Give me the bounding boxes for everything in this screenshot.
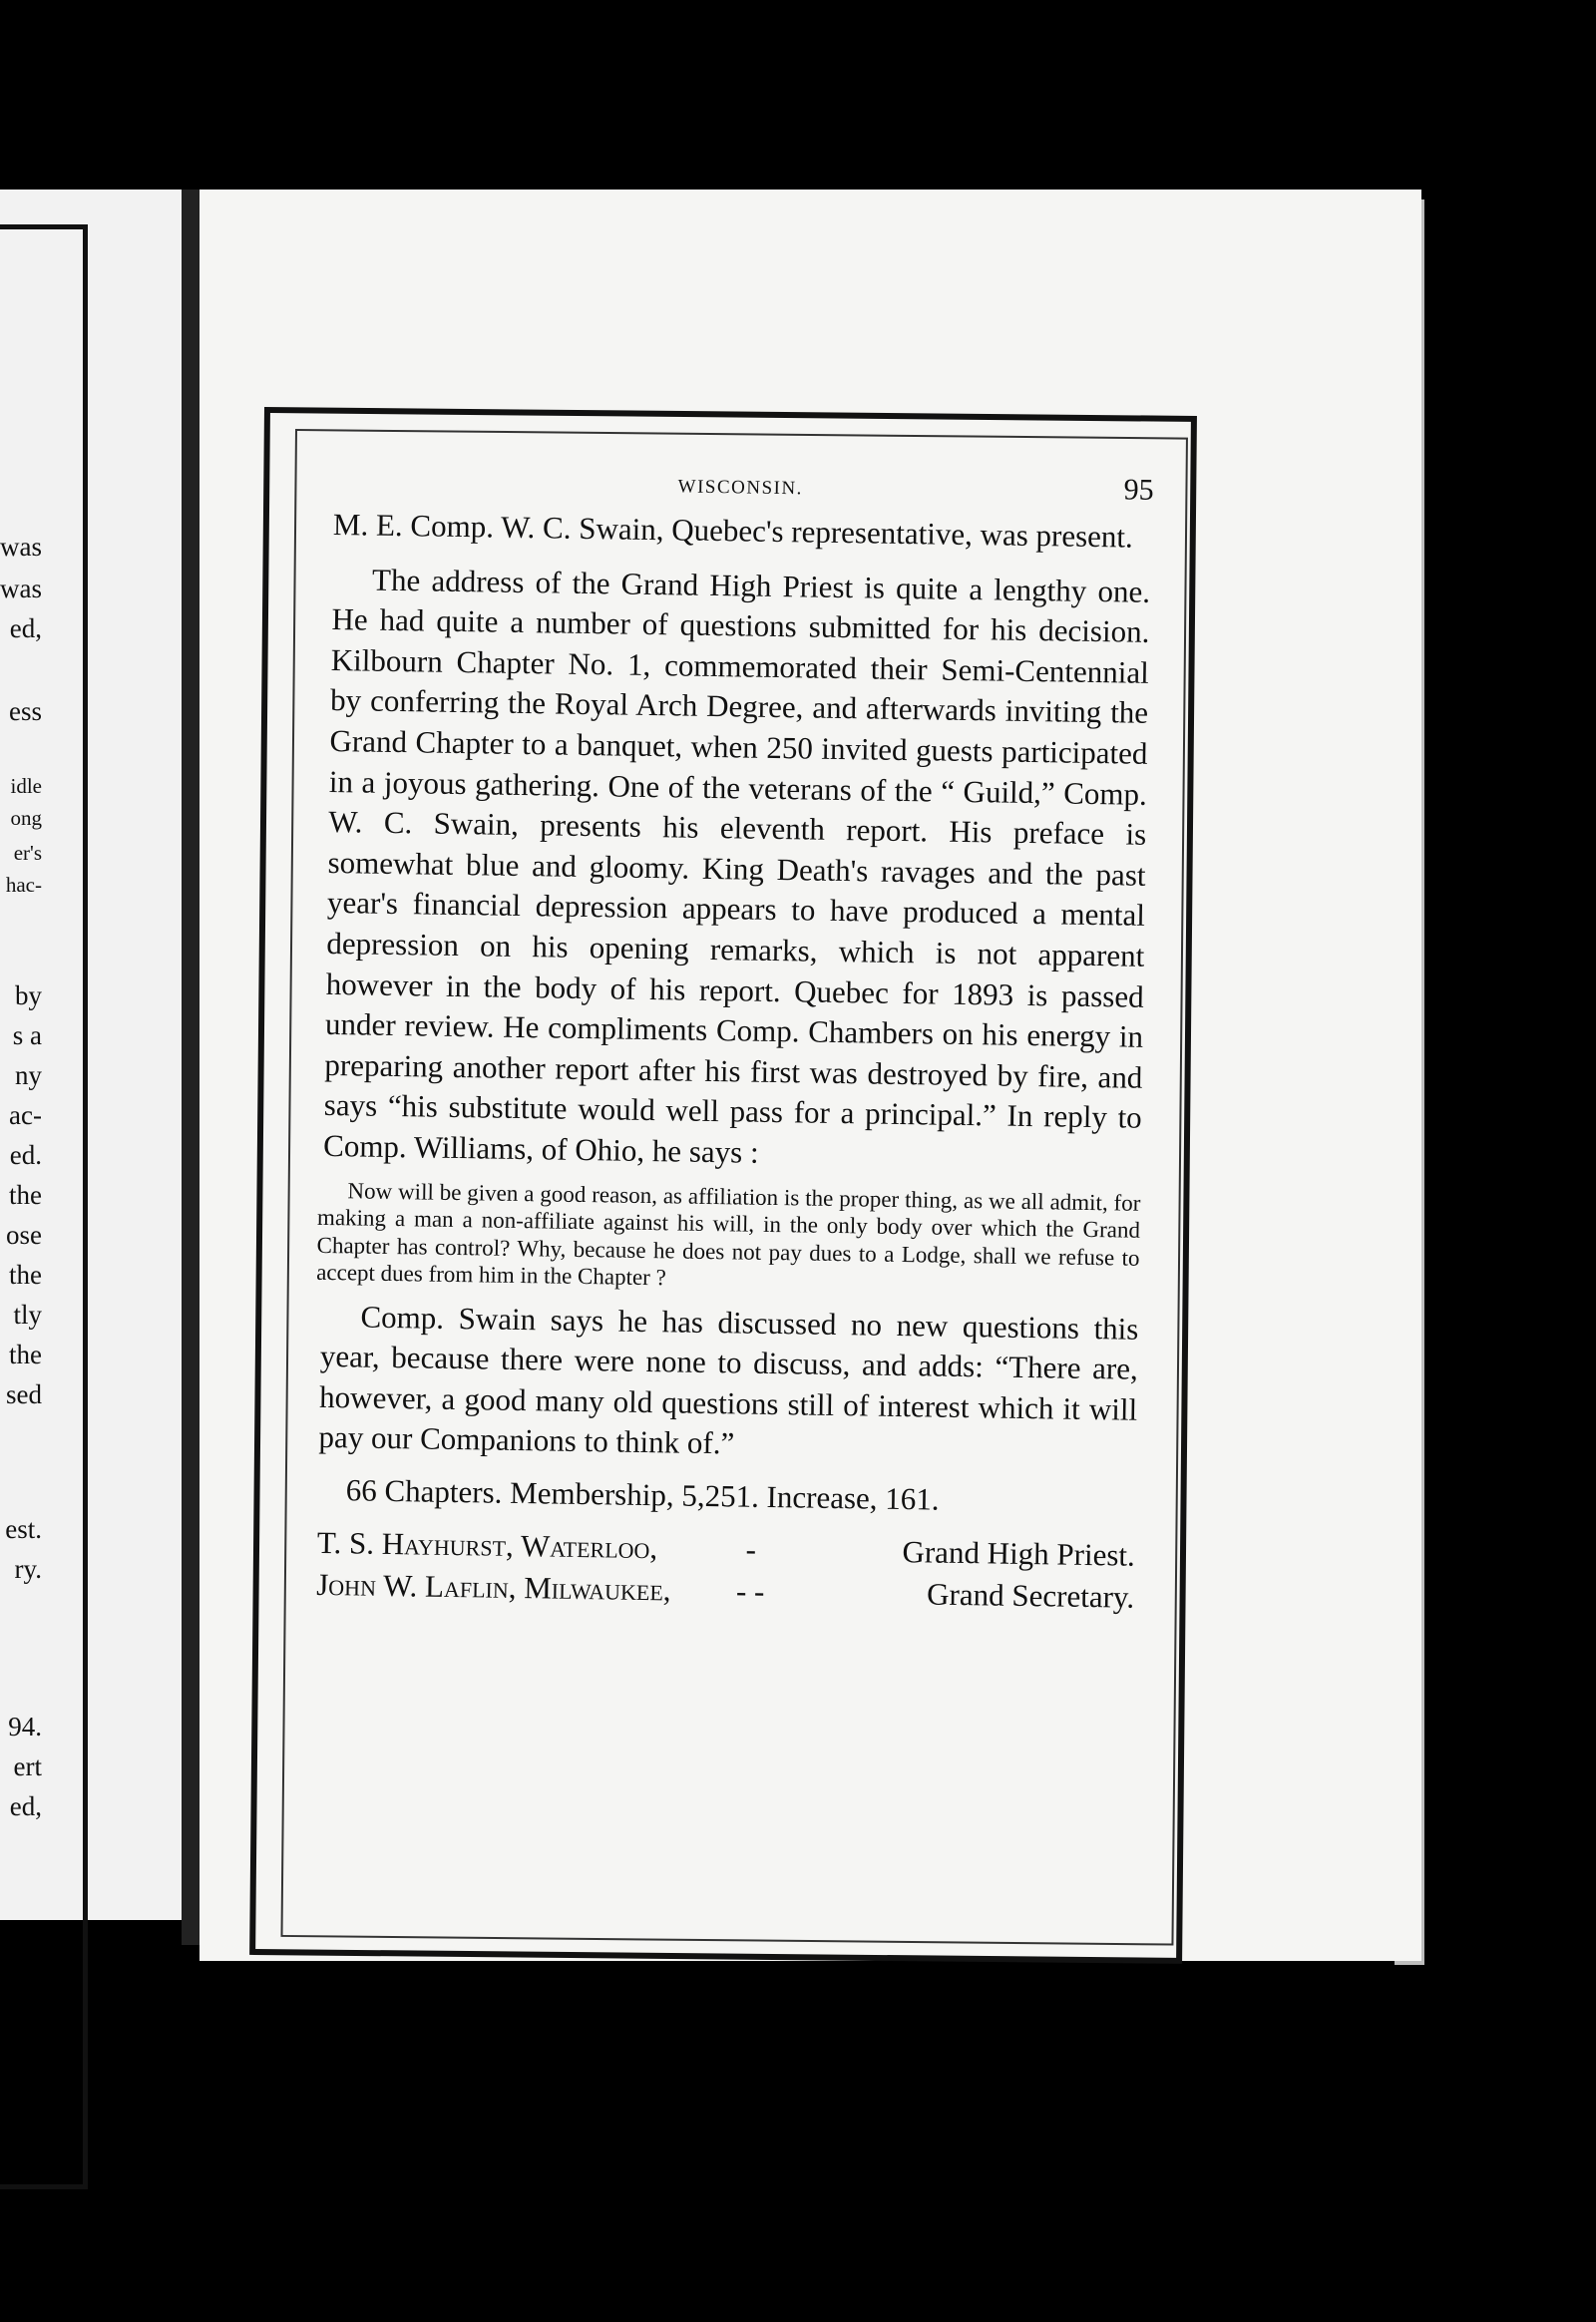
left-fragment: s a [12, 1020, 42, 1050]
body-paragraph: M. E. Comp. W. C. Swain, Quebec's representative, was present. [332, 506, 1134, 555]
left-fragment: ed, [9, 1791, 42, 1821]
officer-separator: - - [735, 1573, 765, 1609]
left-fragment: was [0, 532, 42, 562]
left-fragment: hac- [5, 873, 42, 897]
left-fragment: er's [13, 841, 42, 865]
left-fragment: ose [6, 1220, 42, 1250]
left-fragment: sed [6, 1379, 42, 1409]
body-paragraph: The address of the Grand High Priest is quite a lengthy one. He had quite a number of questions submitted for his decision. Kilbourn Chapter No. 1, commemorated their Semi-Centennial by conferring the Royal Arch Degree, and afterwards inviting the Grand Chapter to a banquet, when 250 invited guests participated in a joyous gathering. One of the veterans of the “ Guild,” Comp. W. C. Swain, presents his eleventh report. His preface is somewhat blue and gloomy. King Death's ravages and the past year's financial depression appears to have produced a mental depression on his opening remarks, which is not apparent however in the body of his report. Quebec for 1893 is passed under review. He compliments Comp. Chambers on his energy in preparing another report after his first was destroyed by fire, and says “his substitute would well pass for a principal.” In reply to Comp. Williams, of Ohio, he says : [322, 562, 1151, 1170]
left-fragment: 94. [8, 1712, 42, 1742]
left-fragment: idle [10, 774, 42, 798]
left-fragment: by [15, 980, 42, 1010]
left-fragment: ac- [9, 1100, 42, 1130]
left-fragment: the [9, 1180, 42, 1210]
officer-title: Grand High Priest. [902, 1533, 1136, 1573]
left-fragment: ess [9, 696, 42, 726]
page-number: 95 [1123, 473, 1154, 507]
running-head-title: WISCONSIN. [677, 476, 804, 500]
membership-statistics: 66 Chapters. Membership, 5,251. Increase, 161. [345, 1472, 940, 1517]
officer-separator: - [745, 1531, 757, 1567]
book-gutter [182, 190, 200, 1945]
officer-list [316, 1522, 1135, 1619]
left-fragment: the [9, 1260, 42, 1290]
left-fragment: the [9, 1340, 42, 1369]
left-fragment: ed. [9, 1140, 42, 1170]
block-quote: Now will be given a good reason, as affiliation is the proper thing, as we all admit, for making a man a non-affiliate against his will, in the only body over which the Grand Chapter has control? Why, because he does not pay dues to a Lodge, shall we refuse to accept dues from him in the Chapter ? [315, 1177, 1141, 1291]
left-fragment: est. [5, 1514, 42, 1544]
officer-name: T. S. Hayhurst, Waterloo, [316, 1524, 658, 1566]
page-content [316, 459, 1152, 1619]
left-fragment: tly [13, 1300, 42, 1330]
officer-title: Grand Secretary. [926, 1576, 1135, 1615]
left-fragment: ert [13, 1751, 42, 1781]
left-fragment: was [0, 574, 42, 603]
left-fragment: ny [15, 1060, 42, 1090]
officer-name: John W. Laflin, Milwaukee, [316, 1566, 671, 1608]
left-fragment: ed, [9, 613, 42, 643]
left-fragment: ong [10, 806, 42, 830]
left-fragment: ry. [14, 1554, 42, 1584]
body-paragraph: Comp. Swain says he has discussed no new questions this year, because there were none to discuss, and adds: “There are, however, a good many old questions still of interest which it will pay our Companions to think of.” [318, 1299, 1139, 1461]
